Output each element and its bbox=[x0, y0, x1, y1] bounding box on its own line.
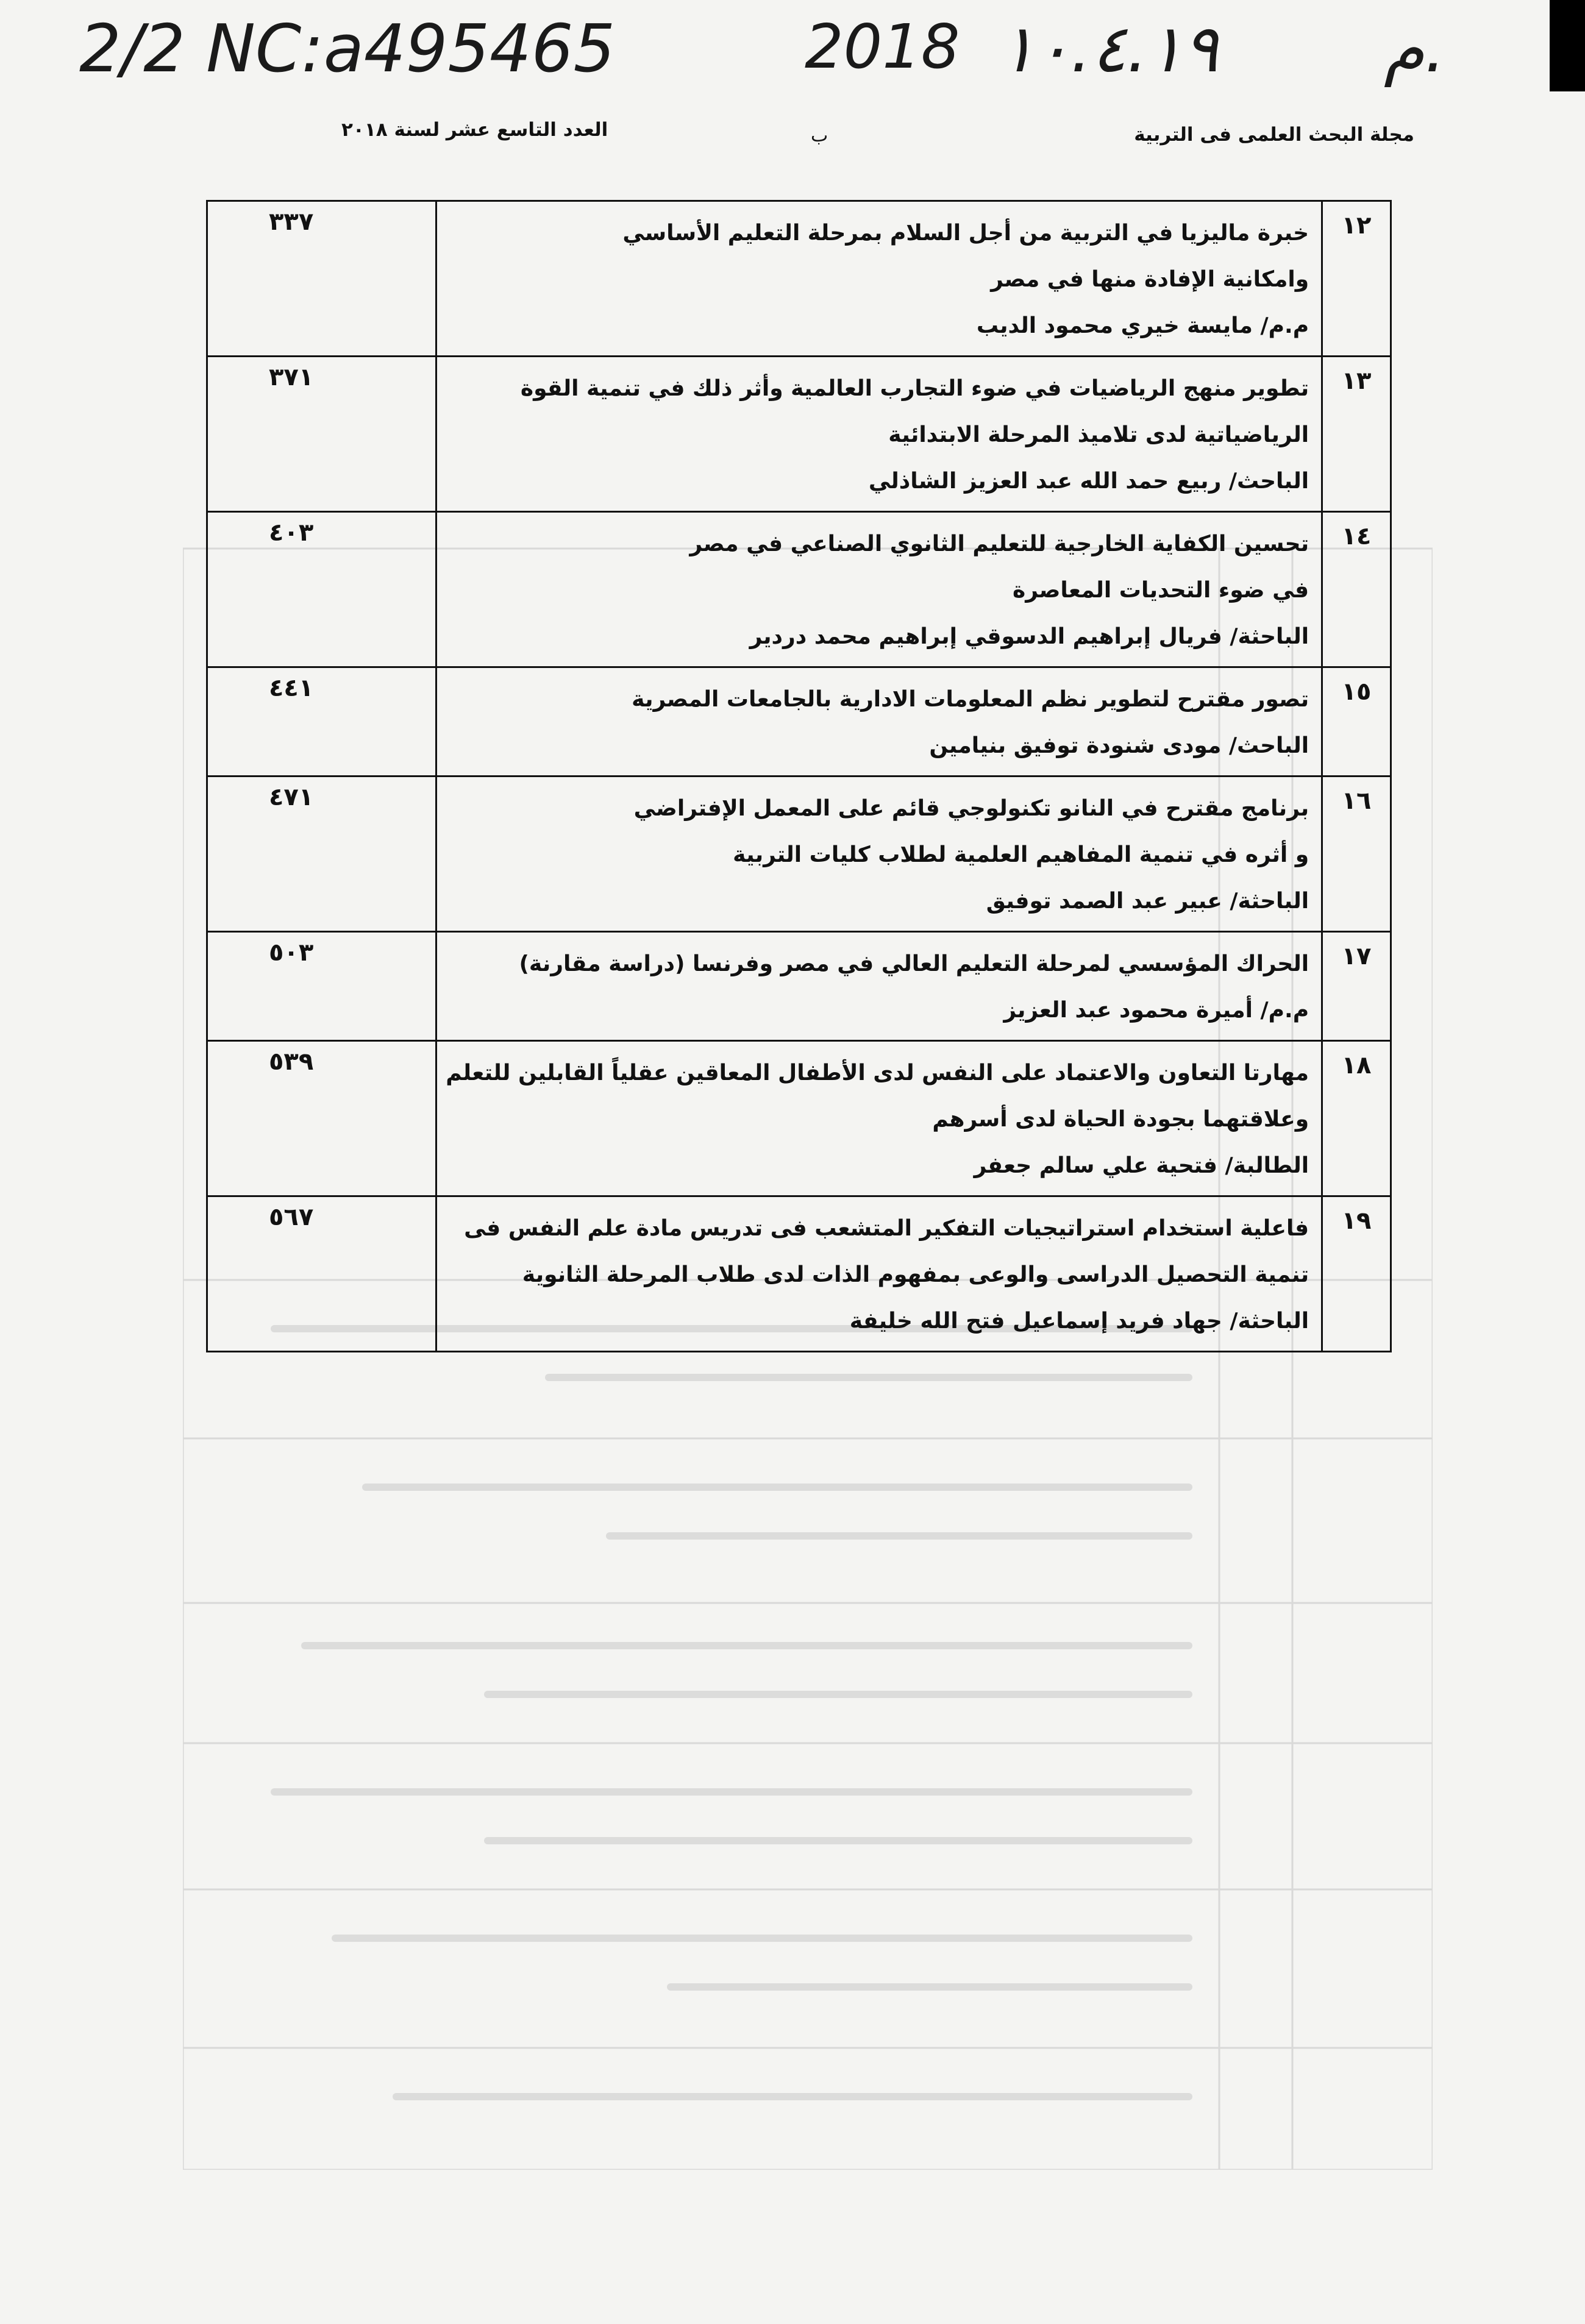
table-row bbox=[207, 1041, 1391, 1196]
entry-body bbox=[436, 357, 1322, 512]
entry-number: ١٤ bbox=[1322, 512, 1391, 667]
entry-page: ٤٧١ bbox=[207, 776, 436, 932]
table-row bbox=[207, 357, 1391, 512]
entry-title: تصور مقترح لتطوير نظم المعلومات الادارية بالجامعات المصرية bbox=[632, 687, 1309, 712]
entry-title: فاعلية استخدام استراتيجيات التفكير المتشعب فى تدريس مادة علم النفس فى bbox=[464, 1216, 1309, 1241]
entry-body bbox=[436, 667, 1322, 776]
entry-author: الباحث/ ربيع حمد الله عبد العزيز الشاذلي bbox=[868, 469, 1309, 494]
table-row bbox=[207, 932, 1391, 1041]
entry-author: الطالبة/ فتحية علي سالم جعفر bbox=[974, 1153, 1309, 1178]
entry-number: ١٧ bbox=[1322, 932, 1391, 1041]
entry-body bbox=[436, 932, 1322, 1041]
entry-number: ١٨ bbox=[1322, 1041, 1391, 1196]
handwritten-prefix: م. bbox=[1384, 11, 1446, 87]
table-row bbox=[207, 1196, 1391, 1352]
entry-title: تنمية التحصيل الدراسى والوعى بمفهوم الذات لدى طلاب المرحلة الثانوية bbox=[522, 1262, 1309, 1287]
contents-table bbox=[206, 200, 1392, 1352]
handwritten-year: 2018 bbox=[805, 11, 960, 82]
section-letter: ب bbox=[811, 125, 828, 146]
journal-name: مجلة البحث العلمى فى التربية bbox=[1134, 124, 1414, 146]
entry-title: تحسين الكفاية الخارجية للتعليم الثانوي الصناعي في مصر bbox=[689, 531, 1309, 556]
entry-page: ٤٠٣ bbox=[207, 512, 436, 667]
entry-title: خبرة ماليزيا في التربية من أجل السلام بمرحلة التعليم الأساسي bbox=[622, 221, 1309, 246]
entry-title: الرياضياتية لدى تلاميذ المرحلة الابتدائية bbox=[888, 422, 1309, 447]
entry-title: برنامج مقترح في النانو تكنولوجي قائم على المعمل الإفتراضي bbox=[633, 796, 1309, 821]
entry-author: الباحث/ مودى شنودة توفيق بنيامين bbox=[929, 733, 1309, 758]
entry-page: ٣٧١ bbox=[207, 357, 436, 512]
entry-page: ٣٣٧ bbox=[207, 201, 436, 357]
entry-title: الحراك المؤسسي لمرحلة التعليم العالي في مصر وفرنسا (دراسة مقارنة) bbox=[519, 951, 1309, 976]
entry-number: ١٥ bbox=[1322, 667, 1391, 776]
entry-page: ٥٦٧ bbox=[207, 1196, 436, 1352]
entry-body bbox=[436, 201, 1322, 357]
entry-page: ٥٣٩ bbox=[207, 1041, 436, 1196]
entry-number: ١٢ bbox=[1322, 201, 1391, 357]
entry-title: في ضوء التحديات المعاصرة bbox=[1012, 578, 1309, 603]
entry-title: مهارتا التعاون والاعتماد على النفس لدى الأطفال المعاقين عقلياً القابلين للتعلم bbox=[446, 1061, 1309, 1086]
handwritten-date: ١٠.٤.١٩ bbox=[1000, 11, 1219, 87]
entry-body bbox=[436, 1196, 1322, 1352]
entry-number: ١٩ bbox=[1322, 1196, 1391, 1352]
entry-page: ٥٠٣ bbox=[207, 932, 436, 1041]
running-header bbox=[201, 119, 1433, 168]
entry-page: ٤٤١ bbox=[207, 667, 436, 776]
entry-title: وامكانية الإفادة منها في مصر bbox=[991, 267, 1309, 292]
entry-title: و أثره في تنمية المفاهيم العلمية لطلاب كليات التربية bbox=[733, 842, 1309, 867]
entry-author: الباحثة/ فريال إبراهيم الدسوقي إبراهيم محمد دردير bbox=[749, 624, 1309, 649]
issue-number: العدد التاسع عشر لسنة ٢٠١٨ bbox=[341, 119, 608, 141]
entry-author: م.م/ أميرة محمود عبد العزيز bbox=[1003, 998, 1309, 1023]
entry-body bbox=[436, 776, 1322, 932]
handwritten-reference: 2/2 NC:a495465 bbox=[79, 11, 616, 87]
table-row bbox=[207, 776, 1391, 932]
entry-number: ١٣ bbox=[1322, 357, 1391, 512]
table-row bbox=[207, 201, 1391, 357]
table-row bbox=[207, 667, 1391, 776]
table-row bbox=[207, 512, 1391, 667]
scan-edge-shadow bbox=[1550, 0, 1585, 91]
entry-author: الباحثة/ جهاد فريد إسماعيل فتح الله خليفة bbox=[849, 1309, 1309, 1334]
entry-number: ١٦ bbox=[1322, 776, 1391, 932]
entry-title: تطوير منهج الرياضيات في ضوء التجارب العالمية وأثر ذلك في تنمية القوة bbox=[520, 376, 1309, 401]
entry-author: الباحثة/ عبير عبد الصمد توفيق bbox=[986, 889, 1309, 914]
entry-title: وعلاقتهما بجودة الحياة لدى أسرهم bbox=[932, 1107, 1309, 1132]
entry-author: م.م/ مايسة خيري محمود الديب bbox=[976, 313, 1309, 338]
entry-body bbox=[436, 512, 1322, 667]
entry-body bbox=[436, 1041, 1322, 1196]
